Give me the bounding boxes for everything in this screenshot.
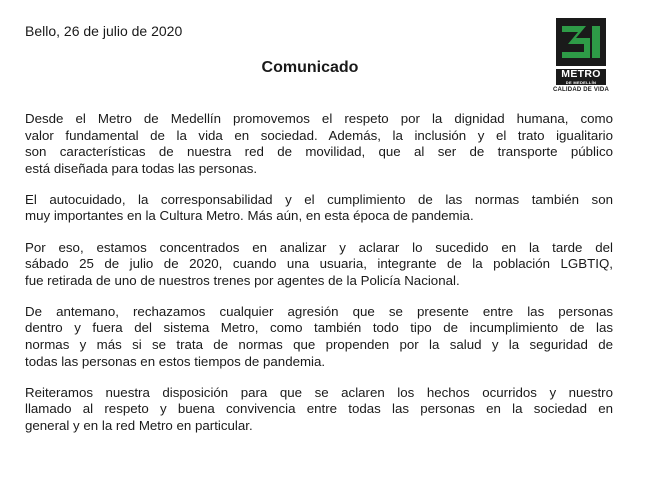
paragraph	[25, 111, 613, 177]
paragraph	[25, 385, 613, 435]
paragraph-line: El autocuidado, la corresponsabilidad y el cumplimiento de las normas también son	[25, 191, 613, 207]
paragraph-line: muy importantes en la Cultura Metro. Más aún, en esta época de pandemia.	[25, 208, 474, 224]
paragraph-line: normas y más si se trata de normas que propenden por la salud y la seguridad de	[25, 337, 613, 353]
paragraph-line: todas las personas en estos tiempos de pandemia.	[25, 353, 326, 369]
paragraph-line: Reiteramos nuestra disposición para que se aclaren los hechos ocurridos y nuestro	[25, 384, 613, 400]
paragraph	[25, 304, 613, 370]
logo-subname: DE MEDELLÍN	[565, 80, 597, 85]
paragraph-line: valor fundamental de la vida en sociedad. Además, la inclusión y el trato igualitario	[25, 127, 613, 143]
paragraph-line: fue retirada de uno de nuestros trenes por agentes de la Policía Nacional.	[25, 272, 460, 288]
paragraph-line: está diseñada para todas las personas.	[25, 160, 258, 176]
paragraph-line: De antemano, rechazamos cualquier agresión que se presente entre las personas	[25, 303, 613, 319]
paragraph	[25, 192, 613, 225]
logo-name: METRO	[561, 68, 601, 80]
metro-logo	[551, 18, 611, 93]
paragraph-line: Desde el Metro de Medellín promovemos el respeto por la dignidad humana, como	[25, 111, 613, 126]
metro-logo-icon	[556, 18, 606, 66]
document-body	[25, 111, 613, 449]
document-date: Bello, 26 de julio de 2020	[25, 23, 183, 39]
paragraph	[25, 240, 613, 290]
paragraph-line: son características de nuestra red de movilidad, que al ser de transporte público	[25, 144, 613, 160]
logo-tagline: CALIDAD DE VIDA	[552, 87, 609, 93]
document-title: Comunicado	[261, 59, 359, 76]
paragraph-line: llamado al respeto y buena convivencia entre todas las personas en la sociedad en	[25, 401, 613, 417]
paragraph-line: dentro y fuera del sistema Metro, como también todo tipo de incumplimiento de las	[25, 320, 613, 336]
logo-name-block	[556, 69, 606, 85]
paragraph-line: Por eso, estamos concentrados en analizar y aclarar lo sucedido en la tarde del	[25, 239, 613, 255]
paragraph-line: sábado 25 de julio de 2020, cuando una usuaria, integrante de la población LGBTIQ,	[25, 256, 613, 272]
paragraph-line: general y en la red Metro en particular.	[25, 417, 253, 433]
